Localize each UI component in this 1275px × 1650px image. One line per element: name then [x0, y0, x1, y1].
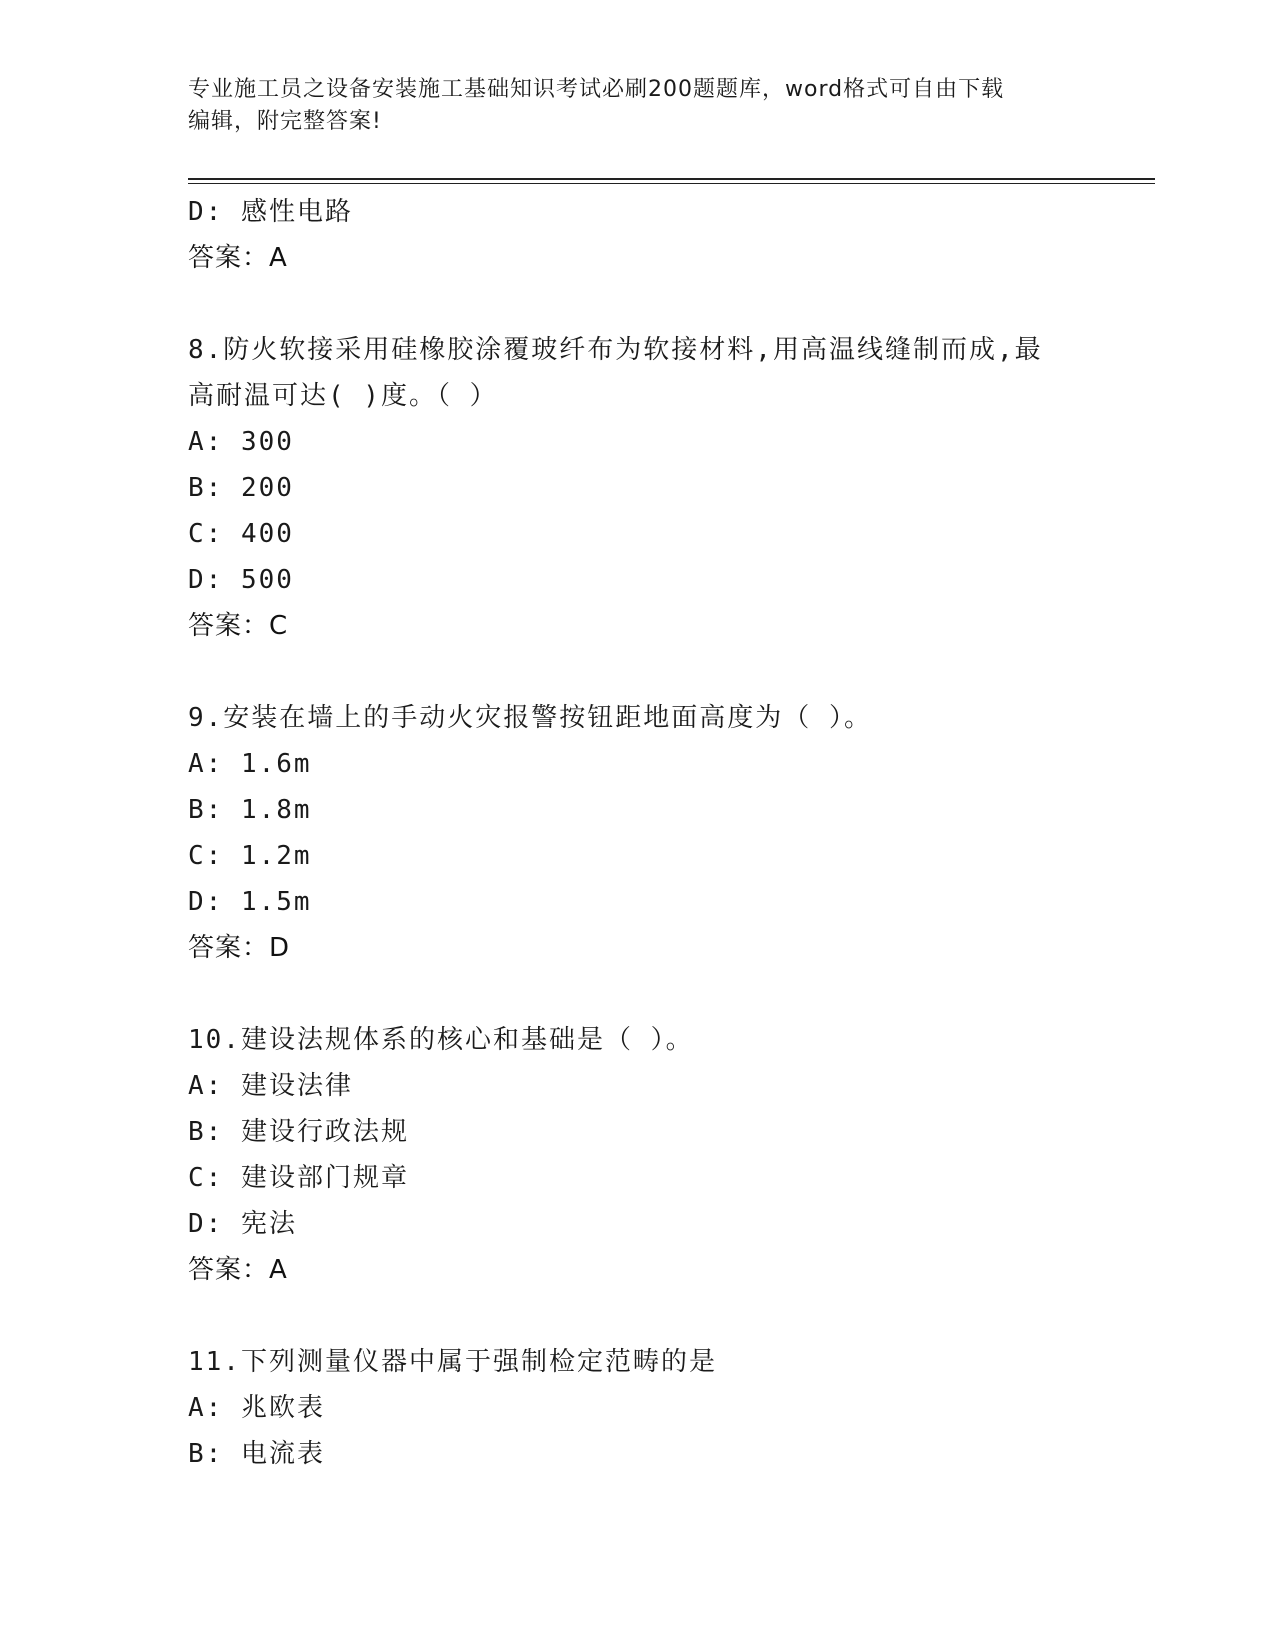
answer-value: A: [269, 1255, 288, 1285]
option-b: B: 电流表: [188, 1439, 325, 1469]
answer-label: 答案：: [188, 1255, 270, 1285]
question-block-11: [188, 1339, 1148, 1477]
option-c: C: 400: [188, 519, 294, 549]
option-d: D: 1.5m: [188, 887, 312, 917]
answer-line: [188, 925, 1148, 971]
answer-value: A: [269, 243, 288, 273]
answer-label: 答案：: [188, 933, 270, 963]
header-divider-thick: [188, 178, 1155, 180]
spacer: [188, 1293, 1148, 1339]
question-text: 11.下列测量仪器中属于强制检定范畴的是: [188, 1347, 717, 1377]
option-b: B: 200: [188, 473, 294, 503]
question-text: 高耐温可达( )度。（ ）: [188, 381, 498, 411]
answer-label: 答案：: [188, 611, 270, 641]
question-block-8: [188, 327, 1148, 649]
option-c: C: 建设部门规章: [188, 1163, 409, 1193]
header-divider-thin: [188, 183, 1155, 184]
option-b: B: 1.8m: [188, 795, 312, 825]
option-a: A: 1.6m: [188, 749, 312, 779]
question-text: 10.建设法规体系的核心和基础是（ ）。: [188, 1025, 694, 1055]
question-text: 9.安装在墙上的手动火灾报警按钮距地面高度为（ ）。: [188, 703, 872, 733]
header-title-line-2: 编辑，附完整答案!: [188, 109, 382, 134]
question-block-7-tail: [188, 189, 1148, 281]
answer-label: 答案：: [188, 243, 270, 273]
answer-line: [188, 603, 1148, 649]
answer-value: C: [269, 611, 289, 641]
spacer: [188, 649, 1148, 695]
header-title-line-1: 专业施工员之设备安装施工基础知识考试必刷200题题库，word格式可自由下载: [188, 77, 1005, 102]
answer-line: [188, 1247, 1148, 1293]
question-block-9: [188, 695, 1148, 971]
option-a: A: 建设法律: [188, 1071, 353, 1101]
option-d: D: 感性电路: [188, 197, 353, 227]
spacer: [188, 281, 1148, 327]
option-d: D: 宪法: [188, 1209, 297, 1239]
spacer: [188, 971, 1148, 1017]
document-header: [188, 74, 1088, 138]
option-c: C: 1.2m: [188, 841, 312, 871]
option-a: A: 300: [188, 427, 294, 457]
question-block-10: [188, 1017, 1148, 1293]
question-list: [188, 189, 1148, 1477]
option-d: D: 500: [188, 565, 294, 595]
answer-line: [188, 235, 1148, 281]
answer-value: D: [269, 933, 291, 963]
option-b: B: 建设行政法规: [188, 1117, 409, 1147]
question-text: 8.防火软接采用硅橡胶涂覆玻纤布为软接材料,用高温线缝制而成,最: [188, 335, 1043, 365]
option-a: A: 兆欧表: [188, 1393, 325, 1423]
